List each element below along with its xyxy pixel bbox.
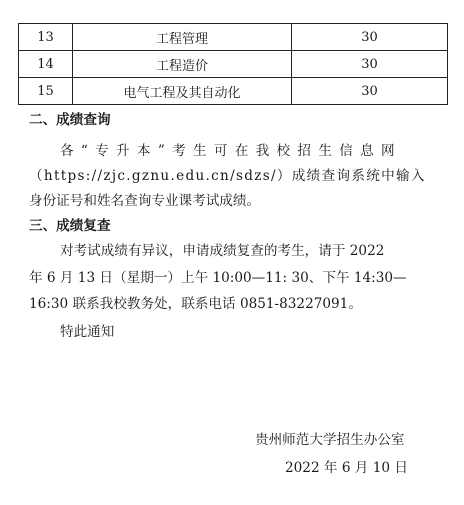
table-row [19, 78, 448, 105]
section-heading-score-query: 二、成绩查询 [29, 112, 111, 128]
major-name: 工程管理 [73, 24, 292, 51]
issue-date: 2022 年 6 月 10 日 [285, 460, 408, 476]
paragraph-line: 对考试成绩有异议，申请成绩复查的考生，请于 2022 [60, 243, 385, 259]
row-number: 15 [19, 78, 73, 105]
section-heading-score-review: 三、成绩复查 [29, 218, 111, 234]
paragraph-line: 身份证号和姓名查询专业课考试成绩。 [29, 193, 261, 209]
paragraph-line: 16:30 联系我校教务处，联系电话 0851-83227091。 [29, 296, 362, 312]
row-number: 13 [19, 24, 73, 51]
paragraph-line: 各“专升本”考生可在我校招生信息网 [60, 143, 402, 159]
quota-count: 30 [292, 78, 448, 105]
quota-count: 30 [292, 24, 448, 51]
table-row [19, 51, 448, 78]
majors-table [18, 23, 448, 105]
major-name: 工程造价 [73, 51, 292, 78]
paragraph-line: 年 6 月 13 日（星期一）上午 10:00—11: 30、下午 14:30— [29, 270, 407, 286]
table-row [19, 24, 448, 51]
row-number: 14 [19, 51, 73, 78]
closing-text: 特此通知 [60, 324, 115, 340]
major-name: 电气工程及其自动化 [73, 78, 292, 105]
paragraph-line: （https://zjc.gznu.edu.cn/sdzs/）成绩查询系统中输入 [29, 168, 426, 184]
issuing-office: 贵州师范大学招生办公室 [255, 432, 405, 448]
quota-count: 30 [292, 51, 448, 78]
